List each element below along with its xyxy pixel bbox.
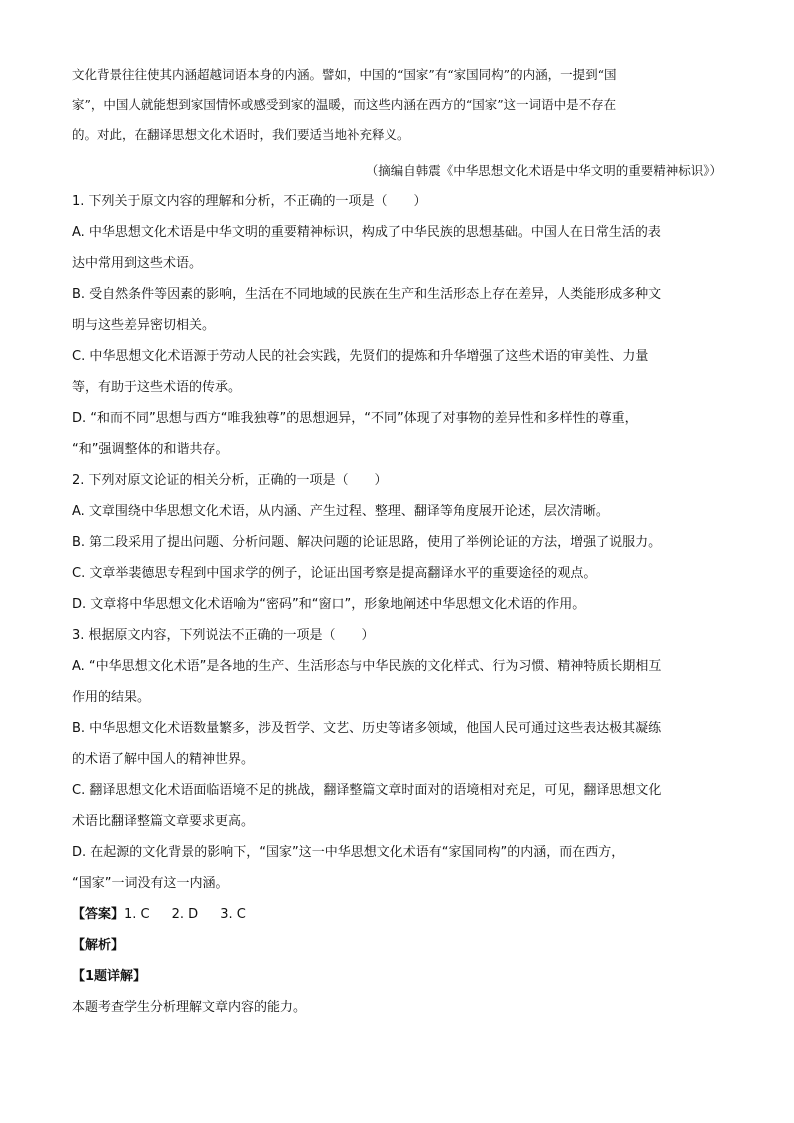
passage-excerpt <box>72 60 728 150</box>
q1-option-b-line: 明与这些差异密切相关。 <box>72 318 216 333</box>
q3-option-c-line: C. 翻译思想文化术语面临语境不足的挑战，翻译整篇文章时面对的语境相对充足，可见，翻译思想文化 <box>72 783 662 798</box>
q3-option-d-line: “国家”一词没有这一内涵。 <box>72 876 229 891</box>
answer-item: 3. C <box>220 907 246 922</box>
question-1-stem: 1. 下列关于原文内容的理解和分析，不正确的一项是（ ） <box>72 194 427 209</box>
passage-source: （摘编自韩震《中华思想文化术语是中华文明的重要精神标识》） <box>365 163 722 178</box>
q1-option-d-line: “和”强调整体的和谐共存。 <box>72 442 229 457</box>
answer-item: 2. D <box>171 907 199 922</box>
answer-label: 【答案】 <box>72 907 125 922</box>
passage-line: 文化背景往往使其内涵超越词语本身的内涵。譬如，中国的“国家”有“家国同构”的内涵，一提到“国 <box>72 67 617 82</box>
q3-option-a-line: A. “中华思想文化术语”是各地的生产、生活形态与中华民族的文化样式、行为习惯、精神特质长期相互 <box>72 659 662 674</box>
answer-item: 1. C <box>124 907 150 922</box>
question-2-stem: 2. 下列对原文论证的相关分析，正确的一项是（ ） <box>72 473 388 488</box>
answer-line <box>72 899 722 930</box>
q1-option-a-line: 达中常用到这些术语。 <box>72 256 203 271</box>
q3-option-b-line: 的术语了解中国人的精神世界。 <box>72 752 255 767</box>
q2-option-b: B. 第二段采用了提出问题、分析问题、解决问题的论证思路，使用了举例论证的方法，增强了说服力。 <box>72 535 662 550</box>
q2-option-d: D. 文章将中华思想文化术语喻为“密码”和“窗口”，形象地阐述中华思想文化术语的作用。 <box>72 597 586 612</box>
q3-option-b-line: B. 中华思想文化术语数量繁多，涉及哲学、文艺、历史等诸多领域，他国人民可通过这些表达极其凝练 <box>72 721 662 736</box>
question-3-stem: 3. 根据原文内容，下列说法不正确的一项是（ ） <box>72 628 375 643</box>
q1-option-c-line: C. 中华思想文化术语源于劳动人民的社会实践，先贤们的提炼和升华增强了这些术语的审美性、力量 <box>72 349 649 364</box>
q1-option-a-line: A. 中华思想文化术语是中华文明的重要精神标识，构成了中华民族的思想基础。中国人在日常生活的表 <box>72 225 661 240</box>
q1-option-d-line: D. “和而不同”思想与西方“唯我独尊”的思想迥异，“不同”体现了对事物的差异性和多样性的尊重， <box>72 411 638 426</box>
q3-option-a-line: 作用的结果。 <box>72 690 151 705</box>
detail-label: 【1题详解】 <box>72 969 147 984</box>
questions-section <box>72 186 722 1023</box>
q3-option-d-line: D. 在起源的文化背景的影响下，“国家”这一中华思想文化术语有“家国同构”的内涵，而在西方， <box>72 845 625 860</box>
q1-option-b-line: B. 受自然条件等因素的影响，生活在不同地域的民族在生产和生活形态上存在差异，人类能形成多种文 <box>72 287 662 302</box>
q1-option-c-line: 等，有助于这些术语的传承。 <box>72 380 242 395</box>
detail-text: 本题考查学生分析理解文章内容的能力。 <box>72 1000 307 1015</box>
q3-option-c-line: 术语比翻译整篇文章要求更高。 <box>72 814 255 829</box>
analysis-label: 【解析】 <box>72 938 125 953</box>
passage-line: 家”，中国人就能想到家国情怀或感受到家的温暖，而这些内涵在西方的“国家”这一词语中是不存在 <box>72 97 617 112</box>
q2-option-c: C. 文章举裴德思专程到中国求学的例子，论证出国考察是提高翻译水平的重要途径的观点。 <box>72 566 597 581</box>
q2-option-a: A. 文章围绕中华思想文化术语，从内涵、产生过程、整理、翻译等角度展开论述，层次清晰。 <box>72 504 609 519</box>
passage-line: 的。对此，在翻译思想文化术语时，我们要适当地补充释义。 <box>72 127 410 142</box>
